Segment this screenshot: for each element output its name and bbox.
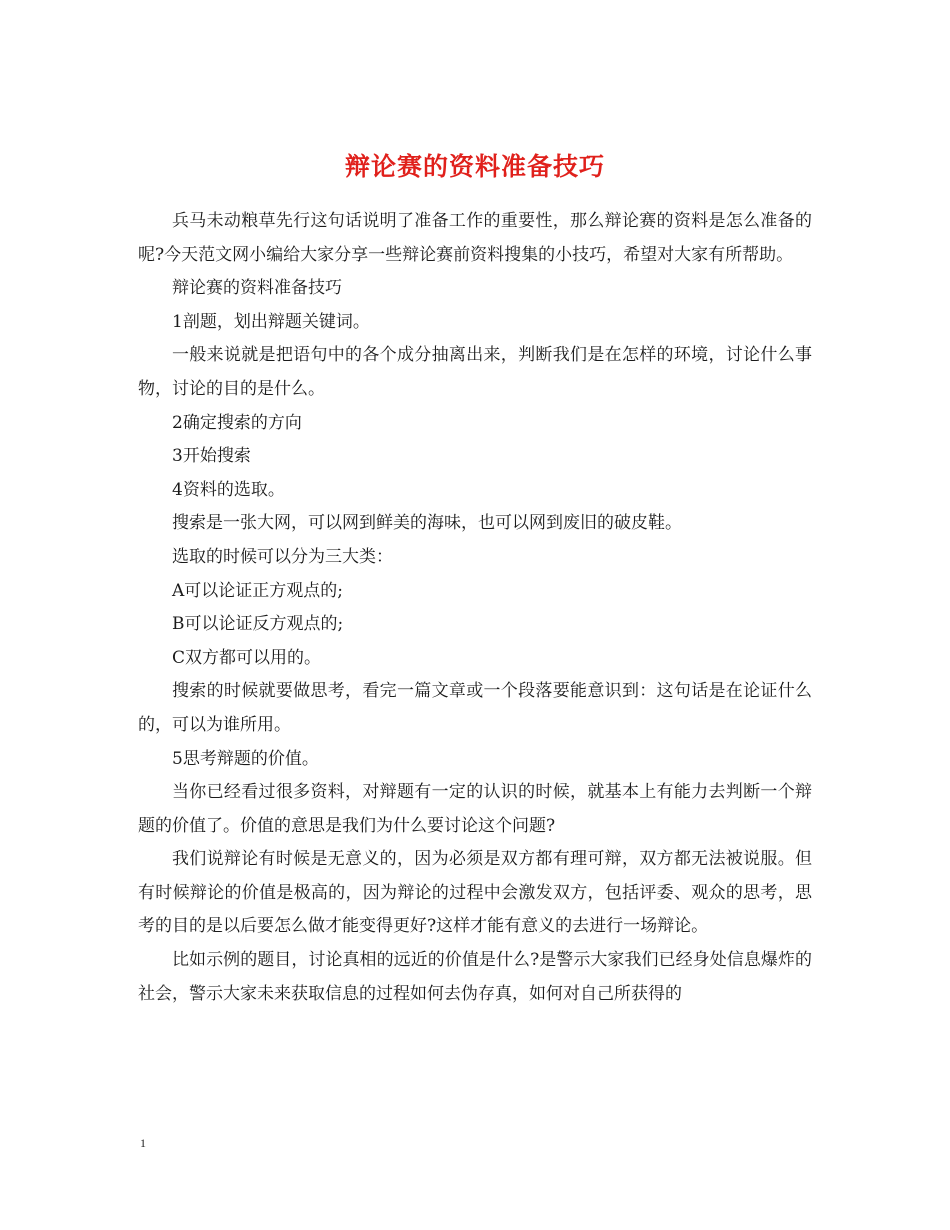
paragraph: 4资料的选取。: [172, 479, 285, 500]
paragraph: 1剖题，划出辩题关键词。: [172, 311, 370, 332]
paragraph: 2确定搜索的方向: [172, 412, 302, 433]
paragraph: 比如示例的题目，讨论真相的远近的价值是什么?是警示大家我们已经身处信息爆炸的社会，警示大家未来获取信息的过程如何去伪存真，如何对自己所获得的: [138, 950, 812, 1004]
paragraph: C双方都可以用的。: [172, 647, 322, 668]
paragraph: A可以论证正方观点的;: [172, 580, 344, 601]
paragraph: 搜索的时候就要做思考，看完一篇文章或一个段落要能意识到：这句话是在论证什么的，可以为谁所用。: [138, 681, 812, 735]
document-title: 辩论赛的资料准备技巧: [344, 151, 605, 181]
paragraph: 一般来说就是把语句中的各个成分抽离出来，判断我们是在怎样的环境，讨论什么事物，讨论的目的是什么。: [138, 345, 812, 399]
paragraph: B可以论证反方观点的;: [172, 614, 344, 635]
paragraph: 搜索是一张大网，可以网到鲜美的海味，也可以网到废旧的破皮鞋。: [172, 513, 682, 534]
paragraph: 选取的时候可以分为三大类：: [172, 546, 393, 567]
paragraph: 3开始搜索: [172, 446, 251, 467]
paragraph: 兵马未动粮草先行这句话说明了准备工作的重要性，那么辩论赛的资料是怎么准备的呢?今天范文网小编给大家分享一些辩论赛前资料搜集的小技巧，希望对大家有所帮助。: [138, 211, 812, 265]
paragraph: 当你已经看过很多资料，对辩题有一定的认识的时候，就基本上有能力去判断一个辩题的价值了。价值的意思是我们为什么要讨论这个问题?: [138, 782, 812, 836]
paragraph: 5思考辩题的价值。: [172, 748, 319, 769]
document-body: [138, 205, 812, 1011]
page-number: 1: [140, 1136, 146, 1150]
paragraph: 我们说辩论有时候是无意义的，因为必须是双方都有理可辩，双方都无法被说服。但有时候辩论的价值是极高的，因为辩论的过程中会激发双方，包括评委、观众的思考，思考的目的是以后要怎么做才能变得更好?这样才能有意义的去进行一场辩论。: [138, 849, 812, 937]
paragraph: 辩论赛的资料准备技巧: [172, 278, 342, 299]
